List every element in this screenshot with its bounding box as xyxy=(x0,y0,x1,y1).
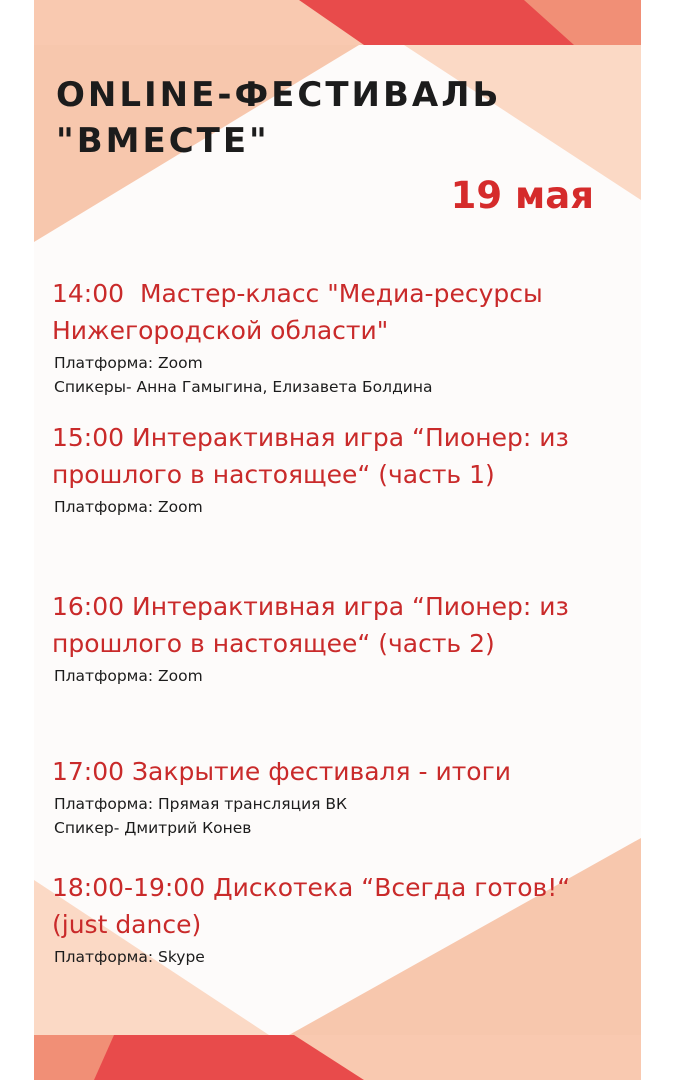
event-details xyxy=(54,664,627,688)
event-item-1700 xyxy=(52,753,627,840)
event-heading xyxy=(52,588,627,662)
event-platform: Платформа: Прямая трансляция ВК xyxy=(54,795,348,813)
festival-title-line1: ONLINE-ФЕСТИВАЛЬ xyxy=(56,75,502,115)
event-time: 14:00 xyxy=(52,279,125,308)
event-speakers: Спикеры- Анна Гамыгина, Елизавета Болдина xyxy=(54,378,433,396)
event-platform: Платформа: Zoom xyxy=(54,354,203,372)
event-title: Интерактивная игра “Пионер: из прошлого в настоящее“ (часть 2) xyxy=(52,592,577,658)
event-title: Интерактивная игра “Пионер: из прошлого в настоящее“ (часть 1) xyxy=(52,423,577,489)
event-title: Дискотека “Всегда готов!“ (just dance) xyxy=(52,873,579,939)
event-time: 15:00 xyxy=(52,423,125,452)
event-item-1400 xyxy=(52,275,627,399)
event-time: 18:00-19:00 xyxy=(52,873,206,902)
event-heading xyxy=(52,753,627,790)
event-details xyxy=(54,495,627,519)
festival-title xyxy=(56,72,616,164)
event-item-1600 xyxy=(52,588,627,688)
event-time: 16:00 xyxy=(52,592,125,621)
festival-title-line2: "ВМЕСТЕ" xyxy=(56,121,270,161)
event-platform: Платформа: Zoom xyxy=(54,667,203,685)
event-platform: Платформа: Zoom xyxy=(54,498,203,516)
event-heading xyxy=(52,869,627,943)
event-title: Мастер-класс "Медиа-ресурсы Нижегородской области" xyxy=(52,279,551,345)
event-details xyxy=(54,351,627,399)
event-details xyxy=(54,945,627,969)
event-item-1800 xyxy=(52,869,627,969)
event-time: 17:00 xyxy=(52,757,125,786)
event-platform: Платформа: Skype xyxy=(54,948,205,966)
event-title: Закрытие фестиваля - итоги xyxy=(132,757,511,786)
event-speakers: Спикер- Дмитрий Конев xyxy=(54,819,252,837)
festival-date: 19 мая xyxy=(450,174,594,217)
event-heading xyxy=(52,419,627,493)
event-heading xyxy=(52,275,627,349)
event-item-1500 xyxy=(52,419,627,519)
event-details xyxy=(54,792,627,840)
festival-poster xyxy=(34,0,641,1080)
